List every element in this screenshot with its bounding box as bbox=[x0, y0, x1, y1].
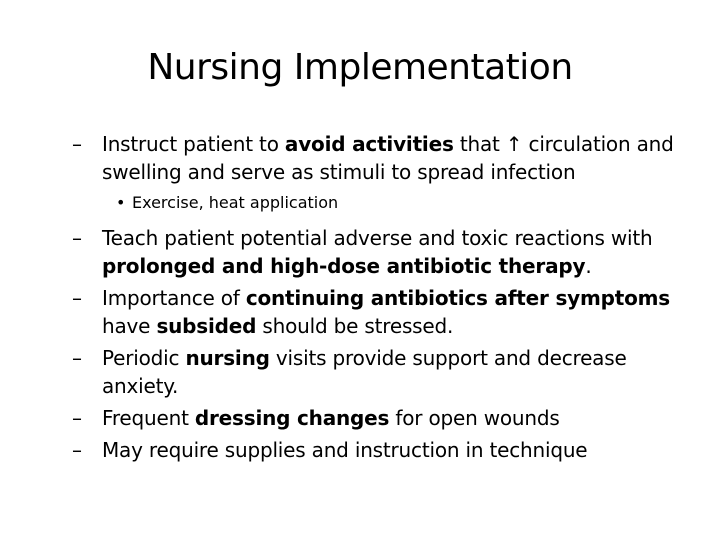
dash-marker: – bbox=[72, 346, 82, 370]
bullet-item bbox=[72, 436, 682, 464]
bullet-text: Teach patient potential adverse and toxic reactions with bbox=[102, 226, 653, 250]
slide-title: Nursing Implementation bbox=[147, 47, 573, 88]
bold-text: prolonged and high-dose antibiotic therapy bbox=[102, 254, 586, 278]
bullet-item bbox=[72, 224, 682, 280]
bold-text: avoid activities bbox=[284, 132, 454, 156]
bullet-text: should be stressed. bbox=[256, 314, 454, 338]
dash-marker: – bbox=[72, 226, 82, 250]
bullet-item bbox=[72, 284, 682, 340]
bullet-item bbox=[72, 404, 682, 432]
bullet-text: Instruct patient to bbox=[102, 132, 285, 156]
bullet-list bbox=[72, 130, 682, 468]
bullet-text: for open wounds bbox=[389, 406, 560, 430]
bold-text: subsided bbox=[156, 314, 257, 338]
bold-text: continuing antibiotics after symptoms bbox=[245, 286, 671, 310]
dash-marker: – bbox=[72, 286, 82, 310]
bullet-item bbox=[72, 130, 682, 186]
sub-bullet-item bbox=[72, 192, 682, 214]
bullet-text: Periodic bbox=[102, 346, 186, 370]
bullet-text: visits provide support and decrease anxiety. bbox=[102, 346, 627, 398]
bullet-text: Importance of bbox=[102, 286, 246, 310]
bold-text: dressing changes bbox=[194, 406, 390, 430]
dash-marker: – bbox=[72, 406, 82, 430]
sub-bullet-text: Exercise, heat application bbox=[132, 193, 339, 212]
bold-text: nursing bbox=[185, 346, 270, 370]
dash-marker: – bbox=[72, 438, 82, 462]
dash-marker: – bbox=[72, 132, 82, 156]
bullet-text: May require supplies and instruction in technique bbox=[102, 438, 588, 462]
dot-marker: • bbox=[116, 193, 126, 212]
bullet-text: Frequent bbox=[102, 406, 195, 430]
bullet-text: have bbox=[102, 314, 157, 338]
bullet-item bbox=[72, 344, 682, 400]
bullet-text: . bbox=[585, 254, 592, 278]
bullet-text: that ↑ circulation and swelling and serve as stimuli to spread infection bbox=[102, 132, 674, 184]
